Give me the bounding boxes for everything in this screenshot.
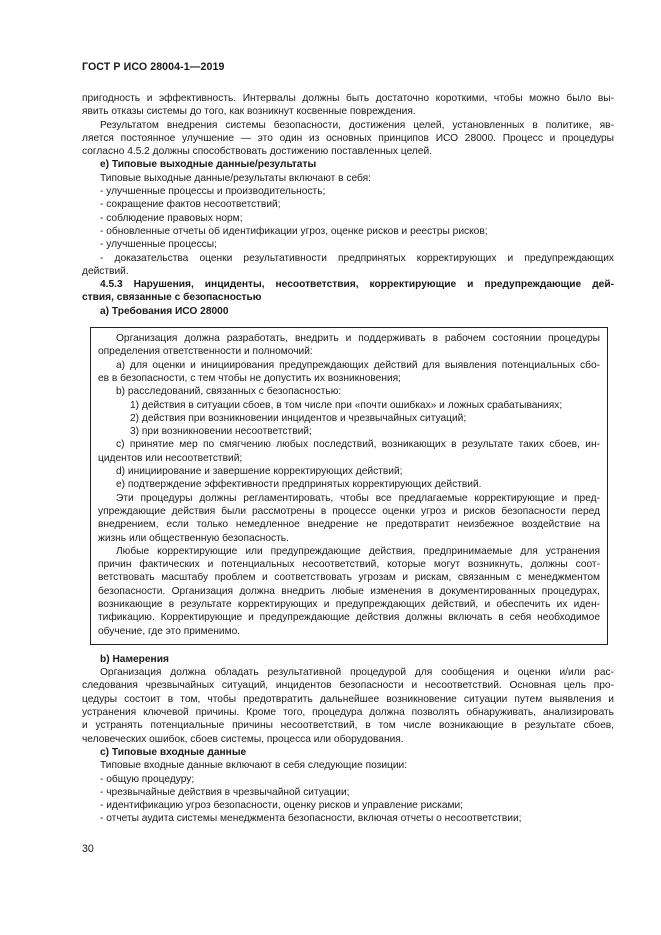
- paragraph-line: устранения ключевой причины. Кроме того, процедура должна позволять обнаруживать, анализировать: [82, 707, 614, 719]
- paragraph-line: Организация должна обладать результативной процедурой для сообщения и оценки и/или рас-: [100, 667, 614, 679]
- box-line: возникающие в результате корректирующих и предупреждающих действий, и обеспечить их иден-: [98, 598, 600, 610]
- box-line: жизнь или общественную безопасность.: [98, 532, 289, 544]
- list-item: - доказательства оценки результативности предпринятых корректирующих и предупреждающих: [100, 252, 614, 264]
- box-line: обучение, где это применимо.: [98, 625, 241, 637]
- box-line: определения ответственности и полномочий:: [98, 346, 313, 358]
- list-item: - обновленные отчеты об идентификации угроз, оценке рисков и реестры рисков;: [100, 225, 488, 237]
- requirements-box: [90, 327, 608, 645]
- paragraph-line: пригодность и эффективность. Интервалы должны быть достаточно короткими, чтобы можно было вы-: [82, 93, 614, 104]
- section-453-heading-cont: ствия, связанные с безопасностью: [82, 292, 262, 304]
- list-item: - сокращение фактов несоответствий;: [100, 199, 281, 211]
- subsection-a-heading: a) Требования ИСО 28000: [100, 305, 229, 317]
- box-line: e) подтверждение эффективности предпринятых корректирующих действий.: [116, 479, 482, 491]
- box-line: ев в безопасности, с тем чтобы не допустить их возникновения;: [98, 372, 402, 384]
- list-item: - соблюдение правовых норм;: [100, 212, 243, 224]
- box-line: Любые корректирующие или предупреждающие действия, предпринимаемые для устранения: [116, 545, 600, 557]
- box-line: b) расследований, связанных с безопасностью:: [116, 386, 342, 398]
- box-line: d) инициирование и завершение корректирующих действий;: [116, 466, 403, 478]
- box-line: внедрением, если только немедленное внедрение не предотвратит неизбежное воздействие на: [98, 519, 600, 531]
- list-item: - улучшенные процессы и производительность;: [100, 186, 326, 198]
- list-item: - улучшенные процессы;: [100, 239, 217, 251]
- list-item: - чрезвычайные действия в чрезвычайной ситуации;: [100, 786, 350, 798]
- list-item: - идентификацию угроз безопасности, оценку рисков и управление рисками;: [100, 800, 464, 812]
- paragraph-line: цедуры состоит в том, чтобы предотвратить дальнейшее возникновение ситуации путем выявления и: [82, 693, 614, 705]
- list-item: - общую процедуру;: [100, 773, 195, 785]
- paragraph-line: человеческих ошибок, сбоев системы, процесса или оборудования.: [82, 733, 404, 745]
- section-b-heading: b) Намерения: [100, 653, 169, 665]
- box-line: 1) действия в ситуации сбоев, в том числе при «почти ошибках» и ложных срабатываниях;: [130, 399, 563, 411]
- paragraph-line: Результатом внедрения системы безопасности, достижения целей, установленных в политике, яв-: [100, 119, 614, 131]
- paragraph-line: ляется постоянное улучшение — это один из основных принципов ИСО 28000. Процесс и процедуры: [82, 132, 614, 144]
- section-e-intro: Типовые выходные данные/результаты включают в себя:: [100, 172, 371, 184]
- section-c-heading: c) Типовые входные данные: [100, 746, 247, 758]
- box-line: ветствовать масштабу проблем и соответствовать угрозам и рискам, связанным с менеджментом: [98, 572, 600, 584]
- box-line: упреждающие действия были рассмотрены в процессе оценки угроз и рисков безопасности перед: [98, 505, 600, 517]
- list-item: действий.: [82, 265, 129, 277]
- box-line: цидентов или несоответствий;: [98, 452, 243, 464]
- box-line: c) принятие мер по смягчению любых последствий, возникающих в результате таких сбоев, ин-: [116, 439, 600, 451]
- box-line: 3) при возникновении несоответствий;: [130, 426, 312, 438]
- paragraph-line: явить отказы системы до того, как возникнут косвенные повреждения.: [82, 106, 416, 118]
- page-number: 30: [82, 843, 94, 855]
- document-header: ГОСТ Р ИСО 28004-1—2019: [82, 61, 225, 73]
- box-line: Организация должна разработать, внедрить и поддерживать в рабочем состоянии процедуры: [116, 333, 600, 345]
- paragraph-line: согласно 4.5.2 должны способствовать достижению поставленных целей.: [82, 146, 433, 158]
- page-content: [82, 92, 614, 826]
- box-line: a) для оценки и инициирования предупреждающих действий для выявления потенциальных сбо-: [116, 359, 600, 371]
- box-line: причин фактических и потенциальных несоответствий, которые могут возникнуть, должны соот-: [98, 559, 600, 571]
- paragraph-line: и устранять потенциальные причины несоответствий, в том числе возникающие в результате сбоев,: [82, 720, 614, 732]
- section-c-intro: Типовые входные данные включают в себя следующие позиции:: [100, 760, 408, 772]
- box-line: Эти процедуры должны регламентировать, чтобы все предлагаемые корректирующие и пред-: [116, 492, 600, 504]
- list-item: - отчеты аудита системы менеджмента безопасности, включая отчеты о несоответствии;: [100, 813, 522, 825]
- section-e-heading: e) Типовые выходные данные/результаты: [100, 159, 317, 171]
- box-line: тификацию. Корректирующие и предупреждающие действия должны включать в себя необходимое: [98, 612, 600, 624]
- paragraph-line: следования чрезвычайных ситуаций, инцидентов безопасности и несоответствий. Основная цель про-: [82, 680, 614, 692]
- box-line: 2) действия при возникновении инцидентов и чрезвычайных ситуаций;: [130, 412, 467, 424]
- section-453-heading: 4.5.3 Нарушения, инциденты, несоответствия, корректирующие и предупреждающие дей-: [100, 279, 614, 291]
- box-line: безопасности. Организация должна внедрить любые изменения в документированных процедурах,: [98, 585, 600, 597]
